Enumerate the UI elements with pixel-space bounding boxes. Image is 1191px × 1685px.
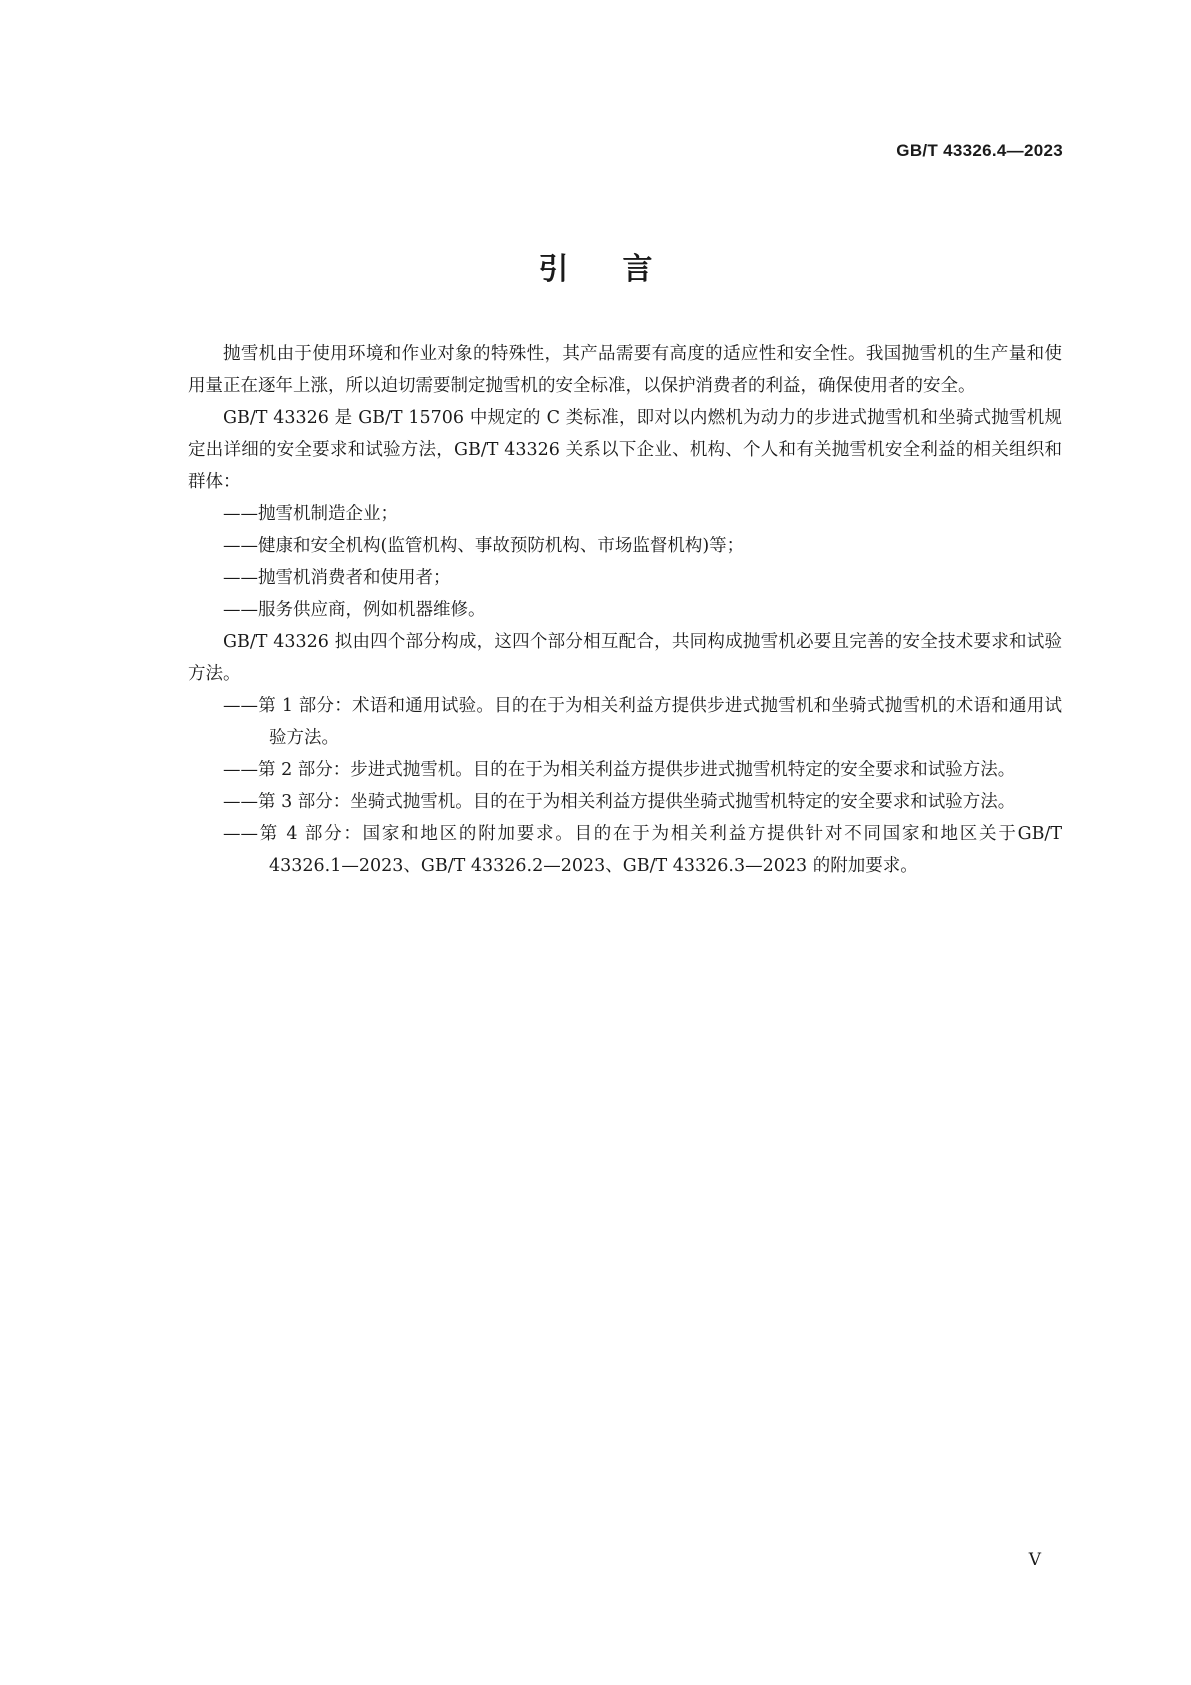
- structure-paragraph: GB/T 43326 拟由四个部分构成，这四个部分相互配合，共同构成抛雪机必要且完善的安全技术要求和试验方法。: [188, 632, 1062, 684]
- list-item: ——抛雪机制造企业；: [223, 504, 398, 524]
- list-item: ——第 3 部分：坐骑式抛雪机。目的在于为相关利益方提供坐骑式抛雪机特定的安全要求和试验方法。: [223, 792, 1016, 812]
- stakeholder-list: [188, 498, 1062, 626]
- list-item: ——服务供应商，例如机器维修。: [223, 600, 486, 620]
- parts-list: [188, 690, 1062, 882]
- list-item: ——第 4 部分：国家和地区的附加要求。目的在于为相关利益方提供针对不同国家和地区关于GB/T 43326.1—2023、GB/T 43326.2—2023、GB/T 43326.3—2023 的附加要求。: [223, 824, 1062, 876]
- intro-paragraph: 抛雪机由于使用环境和作业对象的特殊性，其产品需要有高度的适应性和安全性。我国抛雪机的生产量和使用量正在逐年上涨，所以迫切需要制定抛雪机的安全标准，以保护消费者的利益，确保使用者的安全。: [188, 344, 1062, 396]
- list-item: ——第 1 部分：术语和通用试验。目的在于为相关利益方提供步进式抛雪机和坐骑式抛雪机的术语和通用试验方法。: [223, 696, 1062, 748]
- scope-paragraph: GB/T 43326 是 GB/T 15706 中规定的 C 类标准，即对以内燃机为动力的步进式抛雪机和坐骑式抛雪机规定出详细的安全要求和试验方法，GB/T 43326 关系以下企业、机构、个人和有关抛雪机安全利益的相关组织和群体：: [188, 408, 1062, 492]
- page-number: V: [1028, 1550, 1041, 1570]
- page-title: 引言: [538, 252, 707, 287]
- list-item: ——健康和安全机构(监管机构、事故预防机构、市场监督机构)等；: [223, 536, 745, 556]
- list-item: ——抛雪机消费者和使用者；: [223, 568, 451, 588]
- list-item: ——第 2 部分：步进式抛雪机。目的在于为相关利益方提供步进式抛雪机特定的安全要求和试验方法。: [223, 760, 1016, 780]
- standard-code: GB/T 43326.4—2023: [896, 141, 1063, 160]
- document-body: [188, 338, 1062, 882]
